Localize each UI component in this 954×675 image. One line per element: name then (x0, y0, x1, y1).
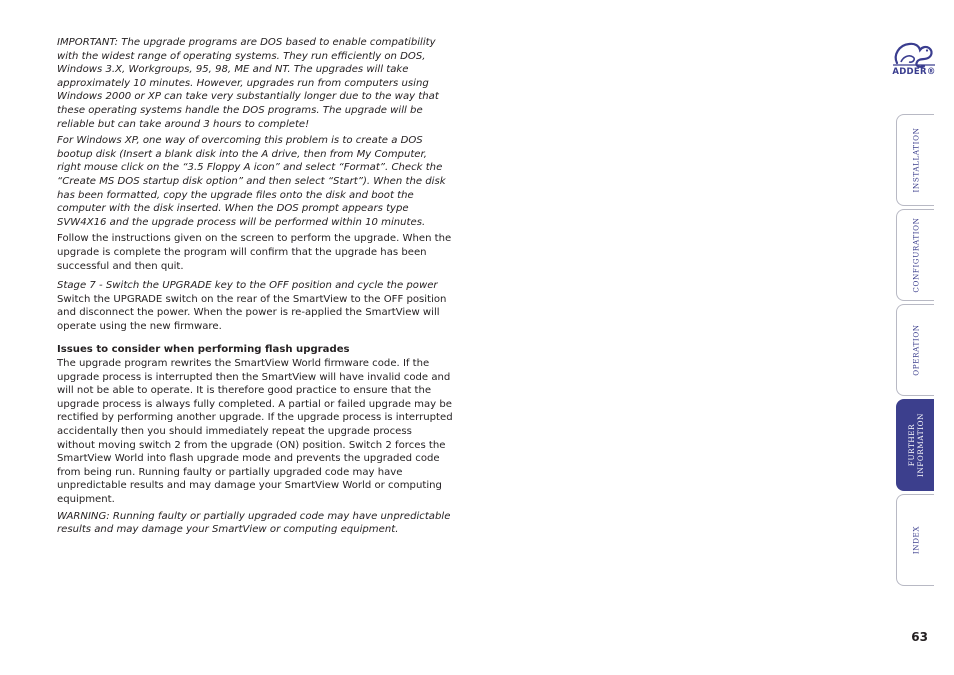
tab-label-configuration: CONFIGURATION (911, 217, 920, 293)
tab-label-line-further: FURTHER (906, 423, 916, 467)
page-number: 63 (911, 630, 928, 644)
section-heading: Issues to consider when performing flash upgrades (57, 344, 350, 356)
tab-label-installation: INSTALLATION (911, 127, 920, 193)
stage7-block (57, 279, 453, 333)
tab-label-operation: OPERATION (911, 324, 920, 376)
tab-label-line-information: INFORMATION (915, 413, 925, 477)
adder-logo-text: ADDER® (892, 67, 936, 77)
main-text-column (57, 36, 453, 540)
tab-index[interactable] (896, 494, 934, 586)
follow-instructions-paragraph: Follow the instructions given on the screen to perform the upgrade. When the upgrade is complete the program will confirm that the upgrade has been successful and then quit. (57, 233, 452, 272)
tab-installation[interactable] (896, 114, 934, 206)
windows-xp-note: For Windows XP, one way of overcoming this problem is to create a DOS bootup disk (Insert a blank disk into the A drive, then from My Computer, right mouse click on the “3.5 Floppy A icon” and select “Format”. Check the “Create MS DOS startup disk option” and then select “Start”). When the disk has been formatted, copy the upgrade files onto the disk and boot the computer with the disk inserted. When the DOS prompt appears type SVW4X16 and the upgrade process will be performed within 10 minutes. (57, 135, 446, 228)
tab-label-further-information (907, 413, 925, 477)
warning-note: WARNING: Running faulty or partially upgraded code may have unpredictable results and may damage your SmartView or computing equipment. (57, 510, 451, 536)
tab-further-information[interactable] (896, 399, 934, 491)
tab-label-index: INDEX (911, 525, 920, 555)
tab-operation[interactable] (896, 304, 934, 396)
stage7-text: Switch the UPGRADE switch on the rear of the SmartView to the OFF position and disconnect the power. When the power is re-applied the SmartView will operate using the new firmware. (57, 293, 447, 332)
important-note: IMPORTANT: The upgrade programs are DOS based to enable compatibility with the widest range of operating systems. They run efficiently on DOS, Windows 3.X, Workgroups, 95, 98, ME and NT. The upgrades will take approximately 10 minutes. However, upgrades run from computers using Windows 2000 or XP can take very substantially longer due to the way that these operating systems handle the DOS programs. The upgrade will be reliable but can take around 3 hours to complete! (57, 37, 439, 130)
tab-configuration[interactable] (896, 209, 934, 301)
flash-upgrade-paragraph: The upgrade program rewrites the SmartView World firmware code. If the upgrade process is interrupted then the SmartView will have invalid code and will not be able to operate. It is therefore good practice to ensure that the upgrade process is always fully completed. A partial or failed upgrade may be rectified by performing another upgrade. If the upgrade process is interrupted accidentally then you should immediately repeat the upgrade process without moving switch 2 from the upgrade (ON) position. Switch 2 forces the SmartView World into flash upgrade mode and prevents the upgraded code from being run. Running faulty or partially upgraded code may have unpredictable results and may damage your SmartView World or computing equipment. (57, 358, 453, 505)
stage7-title: Stage 7 - Switch the UPGRADE key to the OFF position and cycle the power (57, 280, 438, 292)
